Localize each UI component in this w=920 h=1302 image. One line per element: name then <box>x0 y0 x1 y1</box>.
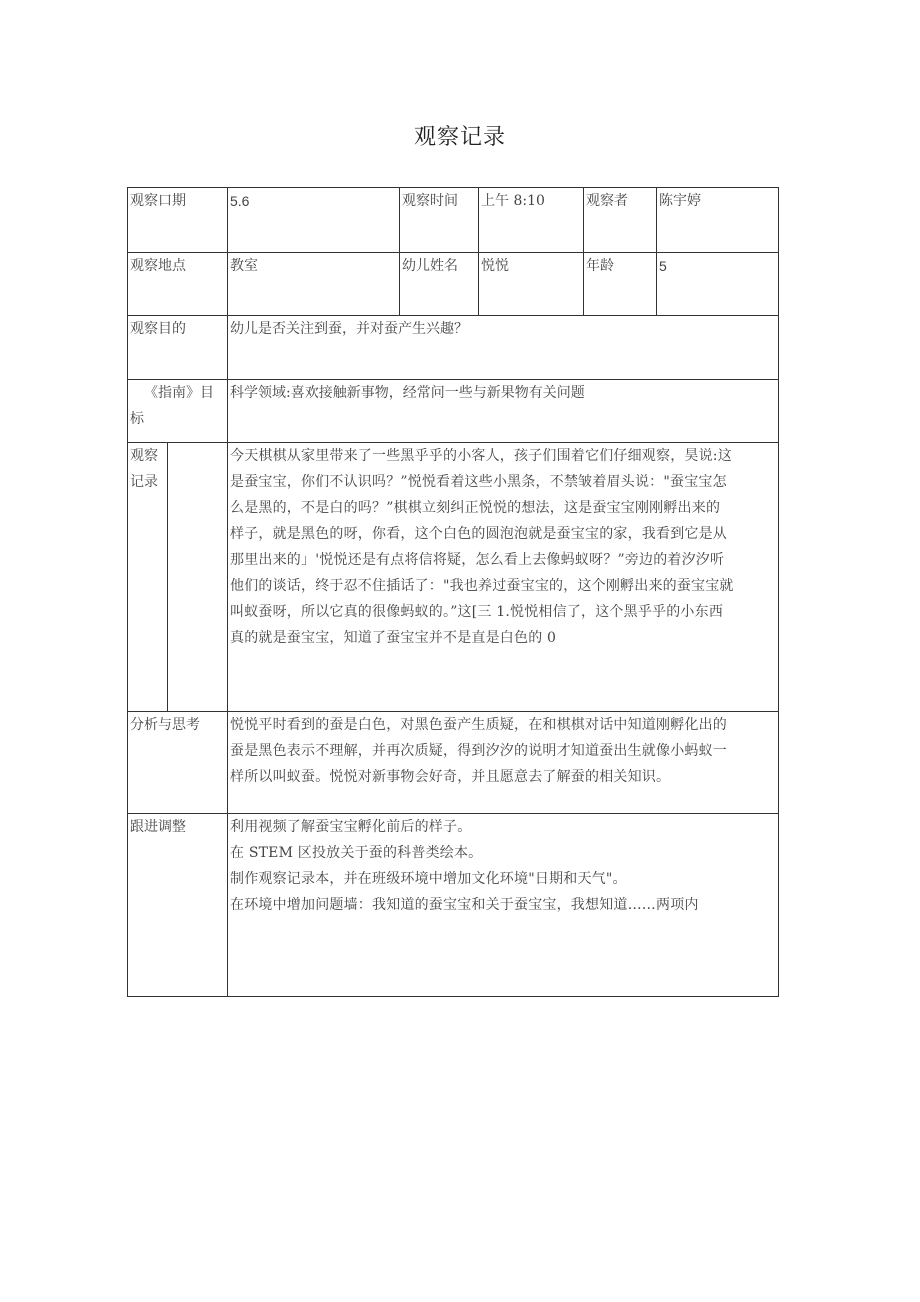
row-purpose <box>128 316 779 380</box>
followup-line: 在 STEM 区投放关于蚕的科普类绘本。 <box>230 845 483 861</box>
followup-line: 制作观察记录本，并在班级环境中增加文化环境"日期和天气"。 <box>230 871 627 887</box>
time-value: 上午 8:10 <box>479 188 584 253</box>
guide-label: 《指南》目标 <box>128 380 228 443</box>
analysis-content <box>228 712 779 814</box>
record-line: 叫蚁蚕呀，所以它真的很像蚂蚁的。”这[三 1.悦悦相信了，这个黑乎乎的小东西 <box>230 604 724 620</box>
followup-line: 利用视频了解蚕宝宝孵化前后的样子。 <box>230 819 472 835</box>
child-name-label: 幼儿姓名 <box>400 253 479 316</box>
record-line: 那里出来的」'悦悦还是有点将信将疑，怎么看上去像蚂蚁呀？”旁边的着汐汐听 <box>230 552 725 568</box>
date-value: 5.6 <box>228 188 400 253</box>
row-place-child-age <box>128 253 779 316</box>
place-value: 教室 <box>228 253 400 316</box>
record-line: 真的就是蚕宝宝，知道了蚕宝宝并不是直是白色的 0 <box>230 630 557 646</box>
row-followup <box>128 814 779 997</box>
record-line: 是蚕宝宝，你们不认识吗？”悦悦看着这些小黑条，不禁皱着眉头说："蚕宝宝怎 <box>230 474 727 490</box>
record-line: 么是黑的，不是白的吗？”棋棋立刻纠正悦悦的想法，这是蚕宝宝刚刚孵出来的 <box>230 500 721 516</box>
record-line: 今天棋棋从家里带来了一些黑乎乎的小客人，孩子们围着它们仔细观察，昊说:这 <box>230 448 732 464</box>
child-name-value: 悦悦 <box>479 253 584 316</box>
age-label: 年龄 <box>584 253 657 316</box>
row-date-time-observer <box>128 188 779 253</box>
observation-record-table <box>127 187 779 997</box>
record-content <box>228 443 779 712</box>
record-line: 他们的谈话，终于忍不住插话了："我也养过蚕宝宝的，这个刚孵出来的蚕宝宝就 <box>230 578 734 594</box>
followup-label: 跟进调整 <box>128 814 228 997</box>
record-line: 样子，就是黑色的呀，你看，这个白色的圆泡泡就是蚕宝宝的家，我看到它是从 <box>230 526 727 542</box>
age-value: 5 <box>657 253 779 316</box>
date-label: 观察口期 <box>128 188 228 253</box>
record-blank-cell <box>168 443 228 712</box>
followup-line: 在环境中增加问题墙：我知道的蚕宝宝和关于蚕宝宝，我想知道……两项内 <box>230 897 699 913</box>
observer-value: 陈宇婷 <box>657 188 779 253</box>
row-observation-record <box>128 443 779 712</box>
followup-content <box>228 814 779 997</box>
page-title: 观察记录 <box>413 125 506 150</box>
row-guide-goal <box>128 380 779 443</box>
guide-value: 科学领域:喜欢接触新事物，经常问一些与新果物有关问题 <box>228 380 779 443</box>
analysis-line: 蚕是黑色表示不理解，并再次质疑，得到汐汐的说明才知道蚕出生就像小蚂蚁一 <box>230 743 727 759</box>
time-label: 观察时间 <box>400 188 479 253</box>
analysis-line: 样所以叫蚁蚕。悦悦对新事物会好奇，并且愿意去了解蚕的相关知识。 <box>230 769 671 785</box>
row-analysis <box>128 712 779 814</box>
analysis-label: 分析与思考 <box>128 712 228 814</box>
record-label: 观察记录 <box>128 443 168 712</box>
place-label: 观察地点 <box>128 253 228 316</box>
observer-label: 观察者 <box>584 188 657 253</box>
purpose-value: 幼儿是否关注到蚕，并对蚕产生兴趣？ <box>228 316 779 380</box>
analysis-line: 悦悦平时看到的蚕是白色，对黑色蚕产生质疑，在和棋棋对话中知道刚孵化出的 <box>230 717 727 733</box>
purpose-label: 观察目的 <box>128 316 228 380</box>
